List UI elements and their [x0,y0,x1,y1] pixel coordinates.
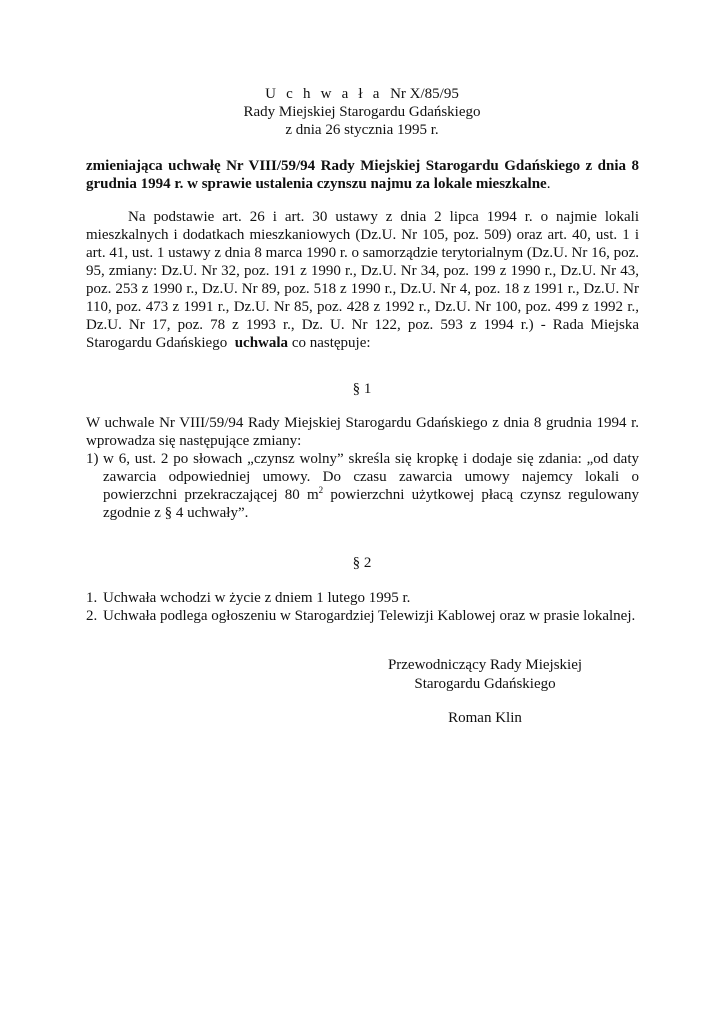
resolution-header [0,85,724,139]
final-provision-number: 1. [86,590,98,606]
amendment-text-part-1: w 6, ust. 2 po słowach „czynsz wolny” skreśla się kropkę i dodaje się zdania: „od daty zawarcia odpowiedniej umowy. Do czasu zawarcia umowy najemcy lokali o powierzchni przekraczającej 80 m [103,451,639,503]
amendment-item-text [103,450,639,522]
resolution-subject-text: zmieniająca uchwałę Nr VIII/59/94 Rady Miejskiej Starogardu Gdańskiego z dnia 8 grudnia 1994 r. w sprawie ustalenia czynszu najmu za lokale mieszkalne [86,158,639,192]
signatory-role-line-1: Przewodniczący Rady Miejskiej [387,657,583,673]
legal-basis-keyword: uchwala [234,335,289,351]
final-provisions-list [86,589,639,625]
resolution-issuer: Rady Miejskiej Starogardu Gdańskiego [243,104,481,120]
section-2-heading: § 2 [352,555,372,571]
signatory-role-line-2: Starogardu Gdańskiego [414,676,556,692]
final-provision-item [86,607,639,625]
resolution-subject [86,157,639,193]
section-1-intro: W uchwale Nr VIII/59/94 Rady Miejskiej Starogardu Gdańskiego z dnia 8 grudnia 1994 r. wprowadza się następujące zmiany: [86,415,639,449]
final-provision-text: Uchwała podlega ogłoszeniu w Starogardziej Telewizji Kablowej oraz w prasie lokalnej. [103,608,636,624]
legal-basis-paragraph [86,208,639,352]
resolution-title-word: U c h w a ł a [265,86,383,102]
resolution-subject-period: . [546,176,551,192]
legal-basis-tail: co następuje: [291,335,371,351]
final-provision-number: 2. [86,608,98,624]
resolution-title [0,85,724,103]
legal-basis-text: Na podstawie art. 26 i art. 30 ustawy z dnia 2 lipca 1994 r. o najmie lokali mieszkalnych i dodatkach mieszkaniowych (Dz.U. Nr 105, poz. 509) oraz art. 40, ust. 1 i art. 41, ust. 1 ustawy z dnia 8 marca 1990 r. o samorządzie terytorialnym (Dz.U. Nr 16, poz. 95, zmiany: Dz.U. Nr 32, poz. 191 z 1990 r., Dz.U. Nr 34, poz. 199 z 1990 r., Dz.U. Nr 43, poz. 253 z 1990 r., Dz.U. Nr 89, poz. 518 z 1990 r., Dz.U. Nr 4, poz. 18 z 1991 r., Dz.U. Nr 110, poz. 473 z 1991 r., Dz.U. Nr 85, poz. 428 z 1992 r., Dz.U. Nr 100, poz. 499 z 1992 r., Dz.U. Nr 17, poz. 78 z 1993 r., Dz. U. Nr 122, poz. 593 z 1994 r.) - Rada Miejska Starogardu Gdańskiego [86,209,639,351]
final-provision-text: Uchwała wchodzi w życie z dniem 1 lutego 1995 r. [103,590,411,606]
signatory-name: Roman Klin [448,710,522,726]
section-1-heading: § 1 [352,381,372,397]
resolution-date: z dnia 26 stycznia 1995 r. [285,122,439,138]
final-provision-item [86,589,639,607]
amendment-text-part-2: powierzchni użytkowej płacą czynsz regulowany zgodnie z § 4 uchwały”. [103,487,639,521]
amendment-superscript: 2 [318,485,324,495]
resolution-number: Nr X/85/95 [390,86,459,102]
amendment-item [86,450,639,522]
amendment-item-number: 1) [86,451,99,467]
